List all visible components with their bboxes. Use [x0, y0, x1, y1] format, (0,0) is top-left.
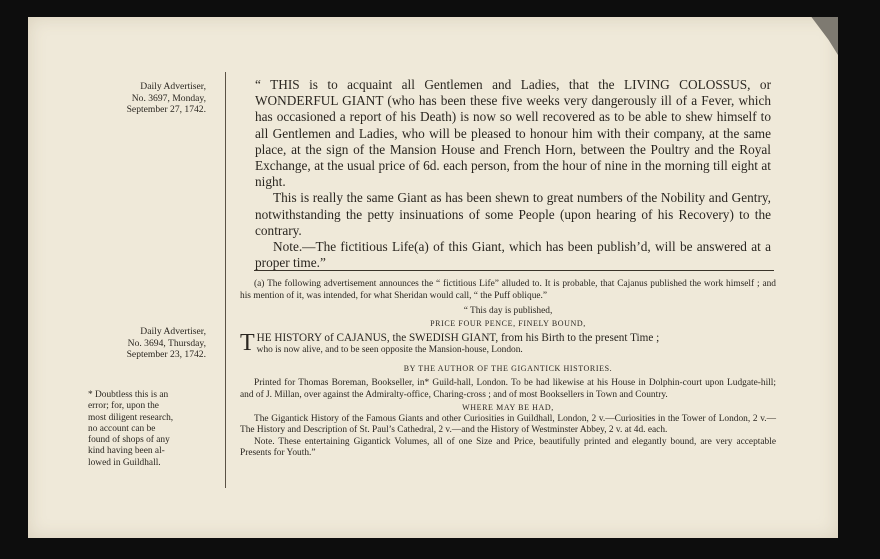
footnote-line: kind having been al- [88, 446, 165, 457]
ad-paragraph-3: Note.—The fictitious Life(a) of this Giant, which has been publish’d, will be answered at a proper time.” [255, 239, 771, 271]
vertical-rule [225, 72, 226, 488]
sidenote-line: No. 3697, Monday, [131, 92, 206, 104]
horizontal-rule [254, 270, 774, 271]
footnote-line: lowed in Guildhall. [88, 457, 161, 468]
ad-paragraph-1: “ THIS is to acquaint all Gentlemen and Ladies, that the LIVING COLOSSUS, or WONDERFUL GIANT (who has been these five weeks very dangerously ill of a Fever, which has occasioned a report of his Death) is now so well recovered as to be able to shew himself to all Gentlemen and Ladies, who will be pleased to honour him with their company, at the same place, at the sign of the Mansion House and French Horn, between the Poultry and the Royal Exchange, at the usual price of 6d. each person, from the hour of nine in the morning till eight at night. [255, 77, 771, 190]
published-line: “ This day is published, [463, 306, 553, 316]
sidenote-footnote [88, 390, 216, 469]
history-title-block [240, 332, 776, 357]
history-title: HE HISTORY of CAJANUS, the SWEDISH GIANT, from his Birth to the present Time ; [256, 332, 660, 344]
final-note: Note. These entertaining Gigantick Volumes, all of one Size and Price, beautifully printed and elegantly bound, are very acceptable Presents for Youth.” [240, 436, 776, 458]
sidenote-line: September 27, 1742. [126, 104, 206, 115]
footnote-line: most diligent research, [88, 412, 174, 423]
history-subtitle: who is now alive, and to be seen opposite the Mansion-house, London. [256, 345, 523, 355]
sidenote-line: Daily Advertiser, [140, 326, 206, 337]
printed-for: Printed for Thomas Boreman, Bookseller, in* Guild-hall, London. To be had likewise at his House in Dolphin-court upon Ludgate-hill; and of J. Millan, over against the Admiralty-office, Charing-cross ; and of most Booksellers in Town and Country. [240, 378, 776, 400]
sidenote-line: September 23, 1742. [126, 349, 206, 360]
footnote-line: error; for, upon the [88, 401, 159, 412]
document-page [28, 17, 838, 538]
ad-paragraph-2: This is really the same Giant as has been shewn to great numbers of the Nobility and Gentry, notwithstanding the petty insinuations of some People (upon hearing of his Recovery) to the contrary. [255, 190, 771, 238]
sidenote-daily-advertiser-3694 [86, 326, 206, 361]
footnote-line: no account can be [88, 423, 156, 434]
where-may-be-had: WHERE MAY BE HAD, [462, 403, 554, 412]
note-a: (a) The following advertisement announces the “ fictitious Life” alluded to. It is probable, that Cajanus published the work himself ; and his mention of it, was intended, for what Sheridan would call, “ the Puff oblique.” [240, 279, 776, 301]
sidenote-line: No. 3694, Thursday, [127, 337, 206, 349]
main-advertisement [255, 77, 771, 271]
footnote-line: * Doubtless this is an [88, 390, 169, 400]
notes-section [240, 279, 776, 460]
price-line: PRICE FOUR PENCE, FINELY BOUND, [430, 318, 586, 328]
gigantick-history: The Gigantick History of the Famous Giants and other Curiosities in Guildhall, London, 2 v.—Curiosities in the Tower of London, 2 v.—The History and Description of St. Paul’s Cathedral, 2 v.—and the History of Westminster Abbey, 2 v. at 4d. each. [240, 413, 776, 435]
sidenote-daily-advertiser-3697 [86, 81, 206, 116]
footnote-line: found of shops of any [88, 435, 170, 446]
by-author-line: BY THE AUTHOR OF THE GIGANTICK HISTORIES. [403, 363, 613, 373]
sidenote-line: Daily Advertiser, [140, 81, 206, 92]
drop-cap: T [240, 330, 255, 356]
